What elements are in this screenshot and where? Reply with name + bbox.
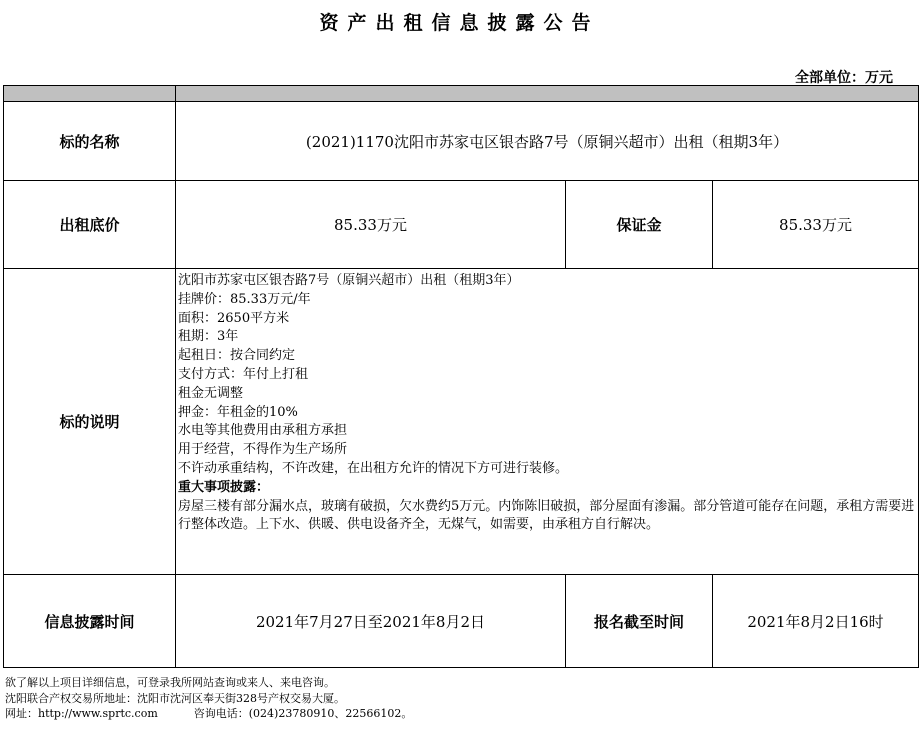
- header-cell: [176, 86, 919, 102]
- description-line: 租金无调整: [178, 385, 244, 401]
- table-row: [4, 181, 919, 269]
- description-line: 用于经营，不得作为生产场所: [178, 442, 348, 458]
- info-table: [3, 85, 919, 668]
- major-disclosure-label: 重大事项披露：: [178, 479, 270, 495]
- footer: [5, 675, 412, 722]
- description-line: 不许动承重结构，不许改建，在出租方允许的情况下方可进行装修。: [178, 460, 569, 476]
- description-line: 面积：2650平方米: [178, 310, 290, 326]
- subject-name-label: 标的名称: [4, 102, 176, 181]
- description-line: 沈阳市苏家屯区银杏路7号（原铜兴超市）出租（租期3年）: [178, 273, 520, 288]
- registration-deadline-label: 报名截至时间: [566, 575, 713, 668]
- disclosure-period-value: 2021年7月27日至2021年8月2日: [176, 575, 566, 668]
- header-cell: [4, 86, 176, 102]
- registration-deadline-value: 2021年8月2日16时: [713, 575, 919, 668]
- description-line: 水电等其他费用由承租方承担: [178, 423, 348, 439]
- description-line: 租期：3年: [178, 329, 239, 345]
- deposit-label: 保证金: [566, 181, 713, 269]
- major-disclosure-text: 房屋三楼有部分漏水点，玻璃有破损，欠水费约5万元。内饰陈旧破损，部分屋面有渗漏。部分管道可能存在问题，承租方需要进行整体改造。上下水、供暖、供电设备齐全，无煤气，如需要，由承租方自行解决。: [178, 498, 915, 533]
- description-line: 挂牌价：85.33万元/年: [178, 291, 311, 307]
- disclosure-period-label: 信息披露时间: [4, 575, 176, 668]
- table-row: [4, 269, 919, 575]
- description-cell: [176, 269, 919, 575]
- description-line: 押金：年租金的10%: [178, 404, 298, 420]
- description-line: 支付方式：年付上打租: [178, 366, 309, 382]
- table-row: [4, 102, 919, 181]
- footer-line: 欲了解以上项目详细信息，可登录我所网站查询或来人、来电咨询。: [5, 676, 335, 689]
- description-label: 标的说明: [4, 269, 176, 575]
- page-title: 资产出租信息披露公告: [319, 12, 600, 34]
- footer-contact-row: [5, 706, 412, 722]
- base-price-label: 出租底价: [4, 181, 176, 269]
- subject-name-value: (2021)1170沈阳市苏家屯区银杏路7号（原铜兴超市）出租（租期3年）: [176, 102, 919, 181]
- footer-line: 沈阳联合产权交易所地址：沈阳市沈河区奉天街328号产权交易大厦。: [5, 691, 345, 705]
- phone-text: 咨询电话：(024)23780910、22566102。: [193, 707, 413, 720]
- description-line: 起租日：按合同约定: [178, 348, 296, 364]
- website-link[interactable]: 网址：http://www.sprtc.com: [5, 707, 158, 720]
- unit-note: 全部单位：万元: [795, 70, 893, 86]
- table-header-row: [4, 86, 919, 102]
- table-row: [4, 575, 919, 668]
- base-price-value: 85.33万元: [176, 181, 566, 269]
- deposit-value: 85.33万元: [713, 181, 919, 269]
